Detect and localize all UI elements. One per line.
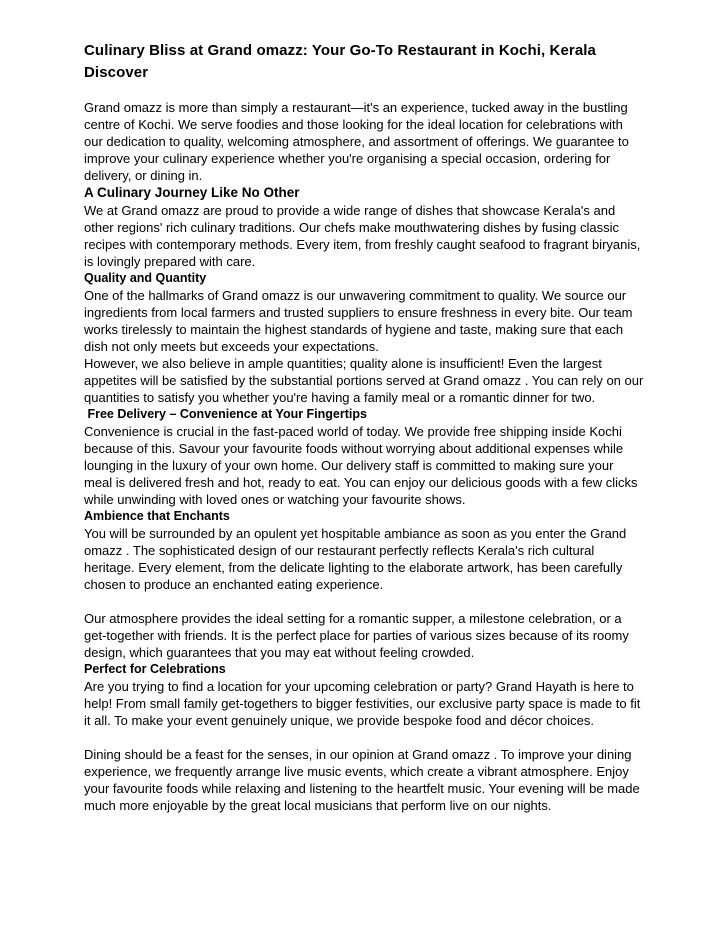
ambience-paragraph-1: You will be surrounded by an opulent yet hospitable ambiance as soon as you enter the Grand omazz . The sophisticated design of our restaurant perfectly reflects Kerala's rich cultural heritage. Every element, from the delicate lighting to the elaborate artwork, has been carefully chosen to produce an enchanted eating experience. [84, 526, 627, 592]
ambience-paragraph-2: Our atmosphere provides the ideal setting for a romantic supper, a milestone celebration, or a get-together with friends. It is the perfect place for parties of various sizes because of its roomy design, which guarantees that you may eat without feeling crowded. [84, 611, 629, 660]
celebrations-paragraph-2: Dining should be a feast for the senses, in our opinion at Grand omazz . To improve your dining experience, we frequently arrange live music events, which create a vibrant atmosphere. Enjoy your favourite foods while relaxing and listening to the heartfelt music. Your evening will be made much more enjoyable by the great local musicians that perform live on our nights. [84, 747, 640, 813]
quality-paragraph-2: However, we also believe in ample quantities; quality alone is insufficient! Even the largest appetites will be satisfied by the substantial portions served at Grand omazz . You can rely on our quantities to satisfy you whether you're having a family meal or a romantic dinner for two. [84, 356, 644, 405]
section-heading-quality: Quality and Quantity [84, 271, 207, 285]
title-line-2: Discover [84, 63, 149, 81]
section-heading-free-delivery: Free Delivery – Convenience at Your Fingertips [84, 407, 367, 421]
section-heading-culinary-journey: A Culinary Journey Like No Other [84, 185, 300, 200]
culinary-journey-paragraph: We at Grand omazz are proud to provide a wide range of dishes that showcase Kerala's and other regions' rich culinary traditions. Our chefs make mouthwatering dishes by fusing classic recipes with contemporary methods. Every item, from freshly caught seafood to fragrant biryanis, is lovingly prepared with care. [84, 203, 641, 269]
intro-paragraph: Grand omazz is more than simply a restaurant—it's an experience, tucked away in the bustling centre of Kochi. We serve foodies and those looking for the ideal location for celebrations with our dedication to quality, welcoming atmosphere, and assortment of offerings. We guarantee to improve your culinary experience whether you're organising a special occasion, ordering for delivery, or dining in. [84, 100, 629, 183]
spacer [84, 593, 644, 610]
spacer [84, 729, 644, 746]
quality-paragraph-1: One of the hallmarks of Grand omazz is our unwavering commitment to quality. We source our ingredients from local farmers and trusted suppliers to ensure freshness in every bite. Our team works tirelessly to maintain the highest standards of hygiene and taste, making sure that each dish not only meets but exceeds your expectations. [84, 288, 633, 354]
section-heading-ambience: Ambience that Enchants [84, 509, 230, 523]
section-heading-celebrations: Perfect for Celebrations [84, 662, 226, 676]
free-delivery-paragraph: Convenience is crucial in the fast-paced world of today. We provide free shipping inside Kochi because of this. Savour your favourite foods without worrying about additional expenses while lounging in the luxury of your own home. Our delivery staff is committed to making sure your meal is delivered fresh and hot, ready to eat. You can enjoy our delicious goods with a few clicks while unwinding with loved ones or watching your favourite shows. [84, 424, 638, 507]
document-title [84, 40, 644, 83]
celebrations-paragraph-1: Are you trying to find a location for your upcoming celebration or party? Grand Hayath is here to help! From small family get-togethers to bigger festivities, our exclusive party space is made to fit it all. To make your event genuinely unique, we provide bespoke food and décor choices. [84, 679, 641, 728]
title-line-1: Culinary Bliss at Grand omazz: Your Go-To Restaurant in Kochi, Kerala [84, 42, 596, 59]
spacer [84, 83, 644, 99]
document-page [84, 40, 644, 814]
